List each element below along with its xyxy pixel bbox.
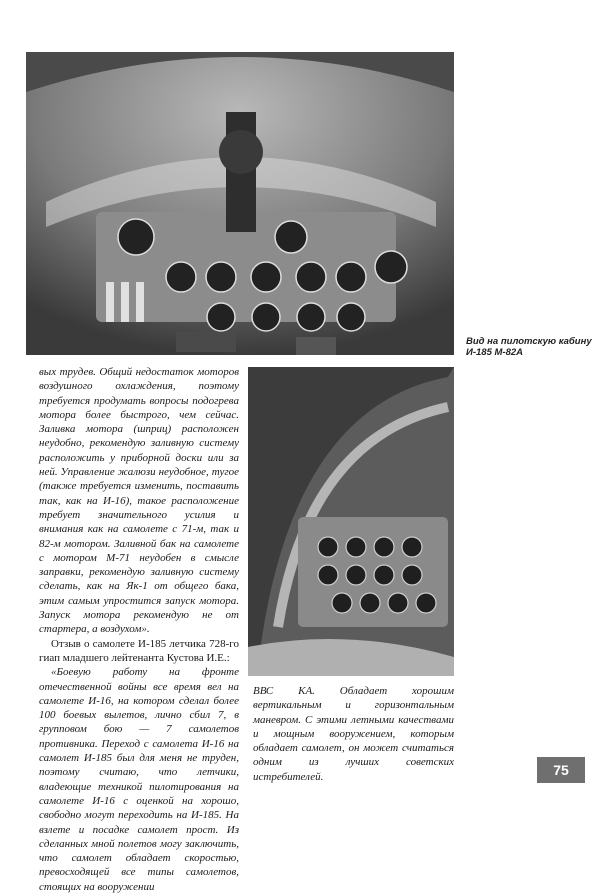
page-number: 75: [537, 757, 585, 783]
paragraph-quote: «Боевую работу на фронте отечественной войны все время вел на самолете И-16, на котором сделал более 100 боевых вылетов, лично сбил 7, в групповом бою — 7 самолетов противника. Переход с самолета И-16 на самолет И-185 был для меня не труден, поэтому считаю, что летчики, владеющие техникой пилотирования на самолете И-16 с оценкой на хорошо, свободно могут переходить на И-185. На взлете и посадке самолет прост. Из сделанных мной полетов могу заключить, что самолет обладает скоростью, превосходящей все типы самолетов, стоящих на вооружении: [39, 666, 239, 893]
cockpit-photo-secondary: [248, 367, 454, 676]
right-text-column: [253, 684, 454, 784]
left-text-column: [39, 365, 239, 894]
paragraph-quote-continuation: ВВС КА. Обладает хорошим вертикальным и горизонтальным маневром. С этими летными качествами и мощным вооружением, которым обладает самолет, он может считаться одним из лучших советских истребителей.: [253, 685, 454, 783]
cockpit-side-illustration: [248, 367, 454, 676]
cockpit-photo-main: [26, 52, 454, 355]
paragraph-lead: Отзыв о самолете И-185 летчика 728-го гиап младшего лейтенанта Кустова И.Е.:: [39, 637, 239, 664]
cockpit-illustration: [26, 52, 454, 355]
photo-caption: Вид на пилотскую кабину И-185 М-82А: [466, 336, 592, 358]
paragraph-continuation: вых трудев. Общий недостаток моторов воздушного охлаждения, поэтому требуется продумать вопросы подогрева мотора более быстрого, чем сейчас. Заливка мотора (шприц) расположен неудобно, рекомендую заливную систему расположить у приборной доски или за ней. Управление жалюзи неудобное, тугое (также требуется изменить, поставить так, как на И-16), такое расположение требует значительного усилия и внимания как на самолете с 71-м, так и 82-м мотором. Заливной бак на самолете с мотором М-71 неудобен в смысле заправки, рекомендую заливную систему сделать, как на Як-1 от общего бака, этим самым упростится запуск мотора. Запуск мотора рекомендую не от стартера, а воздухом».: [39, 366, 239, 636]
